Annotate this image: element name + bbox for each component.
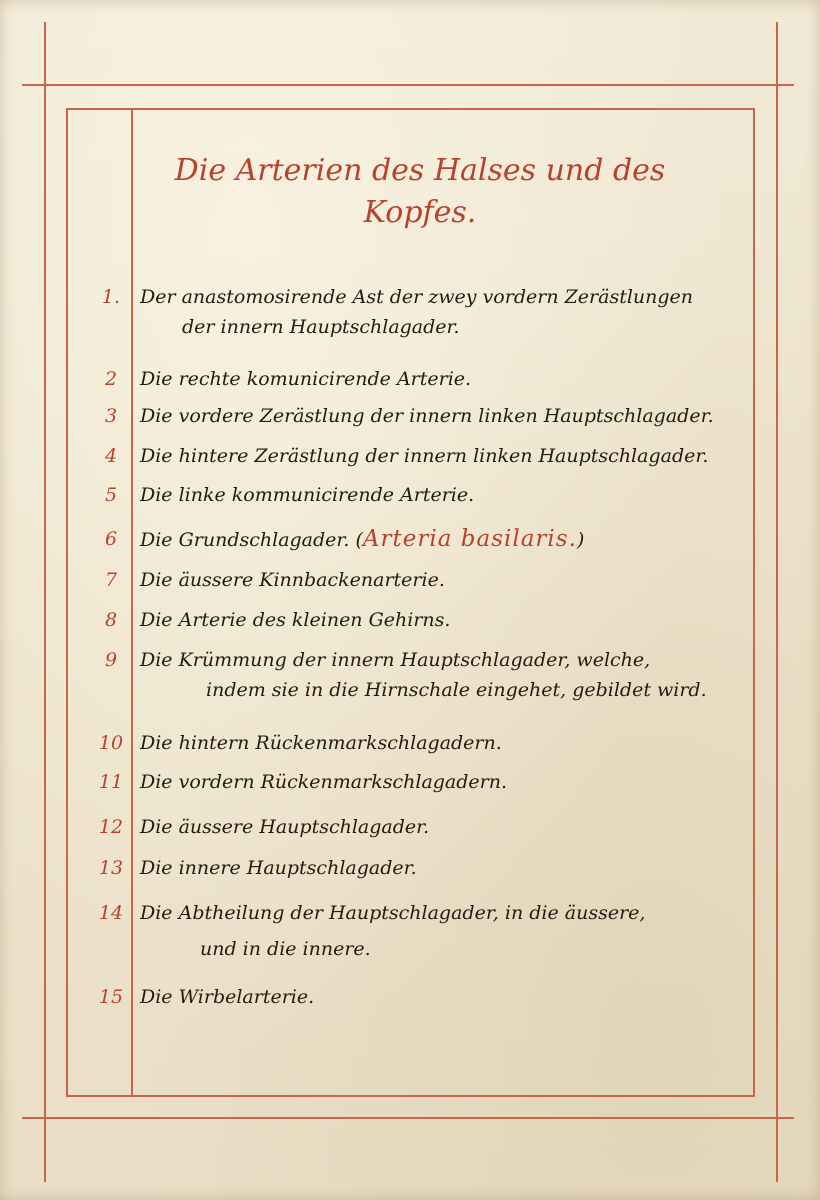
item-text: Die äussere Kinnbackenarterie. — [140, 569, 445, 591]
item-number: 2 — [104, 368, 118, 390]
item-text: Die vordern Rückenmarkschlagadern. — [140, 771, 508, 793]
item-text: Die hintern Rückenmarkschlagadern. — [140, 732, 502, 754]
item-text: Die Wirbelarterie. — [140, 986, 315, 1008]
item-number: 13 — [98, 857, 124, 879]
item-number: 11 — [98, 771, 124, 793]
item-text: Die innere Hauptschlagader. — [140, 857, 417, 879]
item-text: Die hintere Zerästlung der innern linken Hauptschlagader. — [140, 445, 709, 467]
item-number: 10 — [98, 732, 124, 754]
item-text: Die Arterie des kleinen Gehirns. — [140, 609, 451, 631]
item-number: 3 — [104, 405, 118, 427]
item-text-end: ) — [576, 529, 585, 551]
item-number: 4 — [104, 445, 118, 467]
latin-name: Arteria basilaris. — [362, 526, 577, 552]
item-text — [140, 524, 584, 555]
item-text-start: Die Grundschlagader. ( — [140, 529, 363, 551]
title-line-2: Kopfes. — [363, 195, 477, 230]
item-number: 14 — [98, 902, 124, 924]
item-number: 1. — [101, 286, 121, 308]
item-text: Der anastomosirende Ast der zwey vordern Zerästlungen — [140, 286, 694, 308]
item-text-continued: der innern Hauptschlagader. — [182, 316, 460, 338]
item-number: 8 — [104, 609, 118, 631]
item-text: Die Abtheilung der Hauptschlagader, in die äussere, — [140, 902, 646, 924]
item-number: 9 — [104, 649, 118, 671]
item-text: Die rechte komunicirende Arterie. — [140, 368, 472, 390]
item-number: 5 — [104, 484, 118, 506]
item-text-continued: und in die innere. — [200, 938, 371, 960]
title-line-1: Die Arterien des Halses und des — [174, 153, 666, 188]
item-number: 6 — [104, 528, 118, 550]
item-number: 7 — [104, 569, 118, 591]
item-text: Die linke kommunicirende Arterie. — [140, 484, 475, 506]
item-number: 12 — [98, 816, 124, 838]
item-text-continued: indem sie in die Hirnschale eingehet, gebildet wird. — [206, 679, 707, 701]
item-text: Die Krümmung der innern Hauptschlagader, welche, — [140, 649, 651, 671]
item-text: Die äussere Hauptschlagader. — [140, 816, 430, 838]
item-text: Die vordere Zerästlung der innern linken Hauptschlagader. — [140, 405, 714, 427]
item-number: 15 — [98, 986, 124, 1008]
